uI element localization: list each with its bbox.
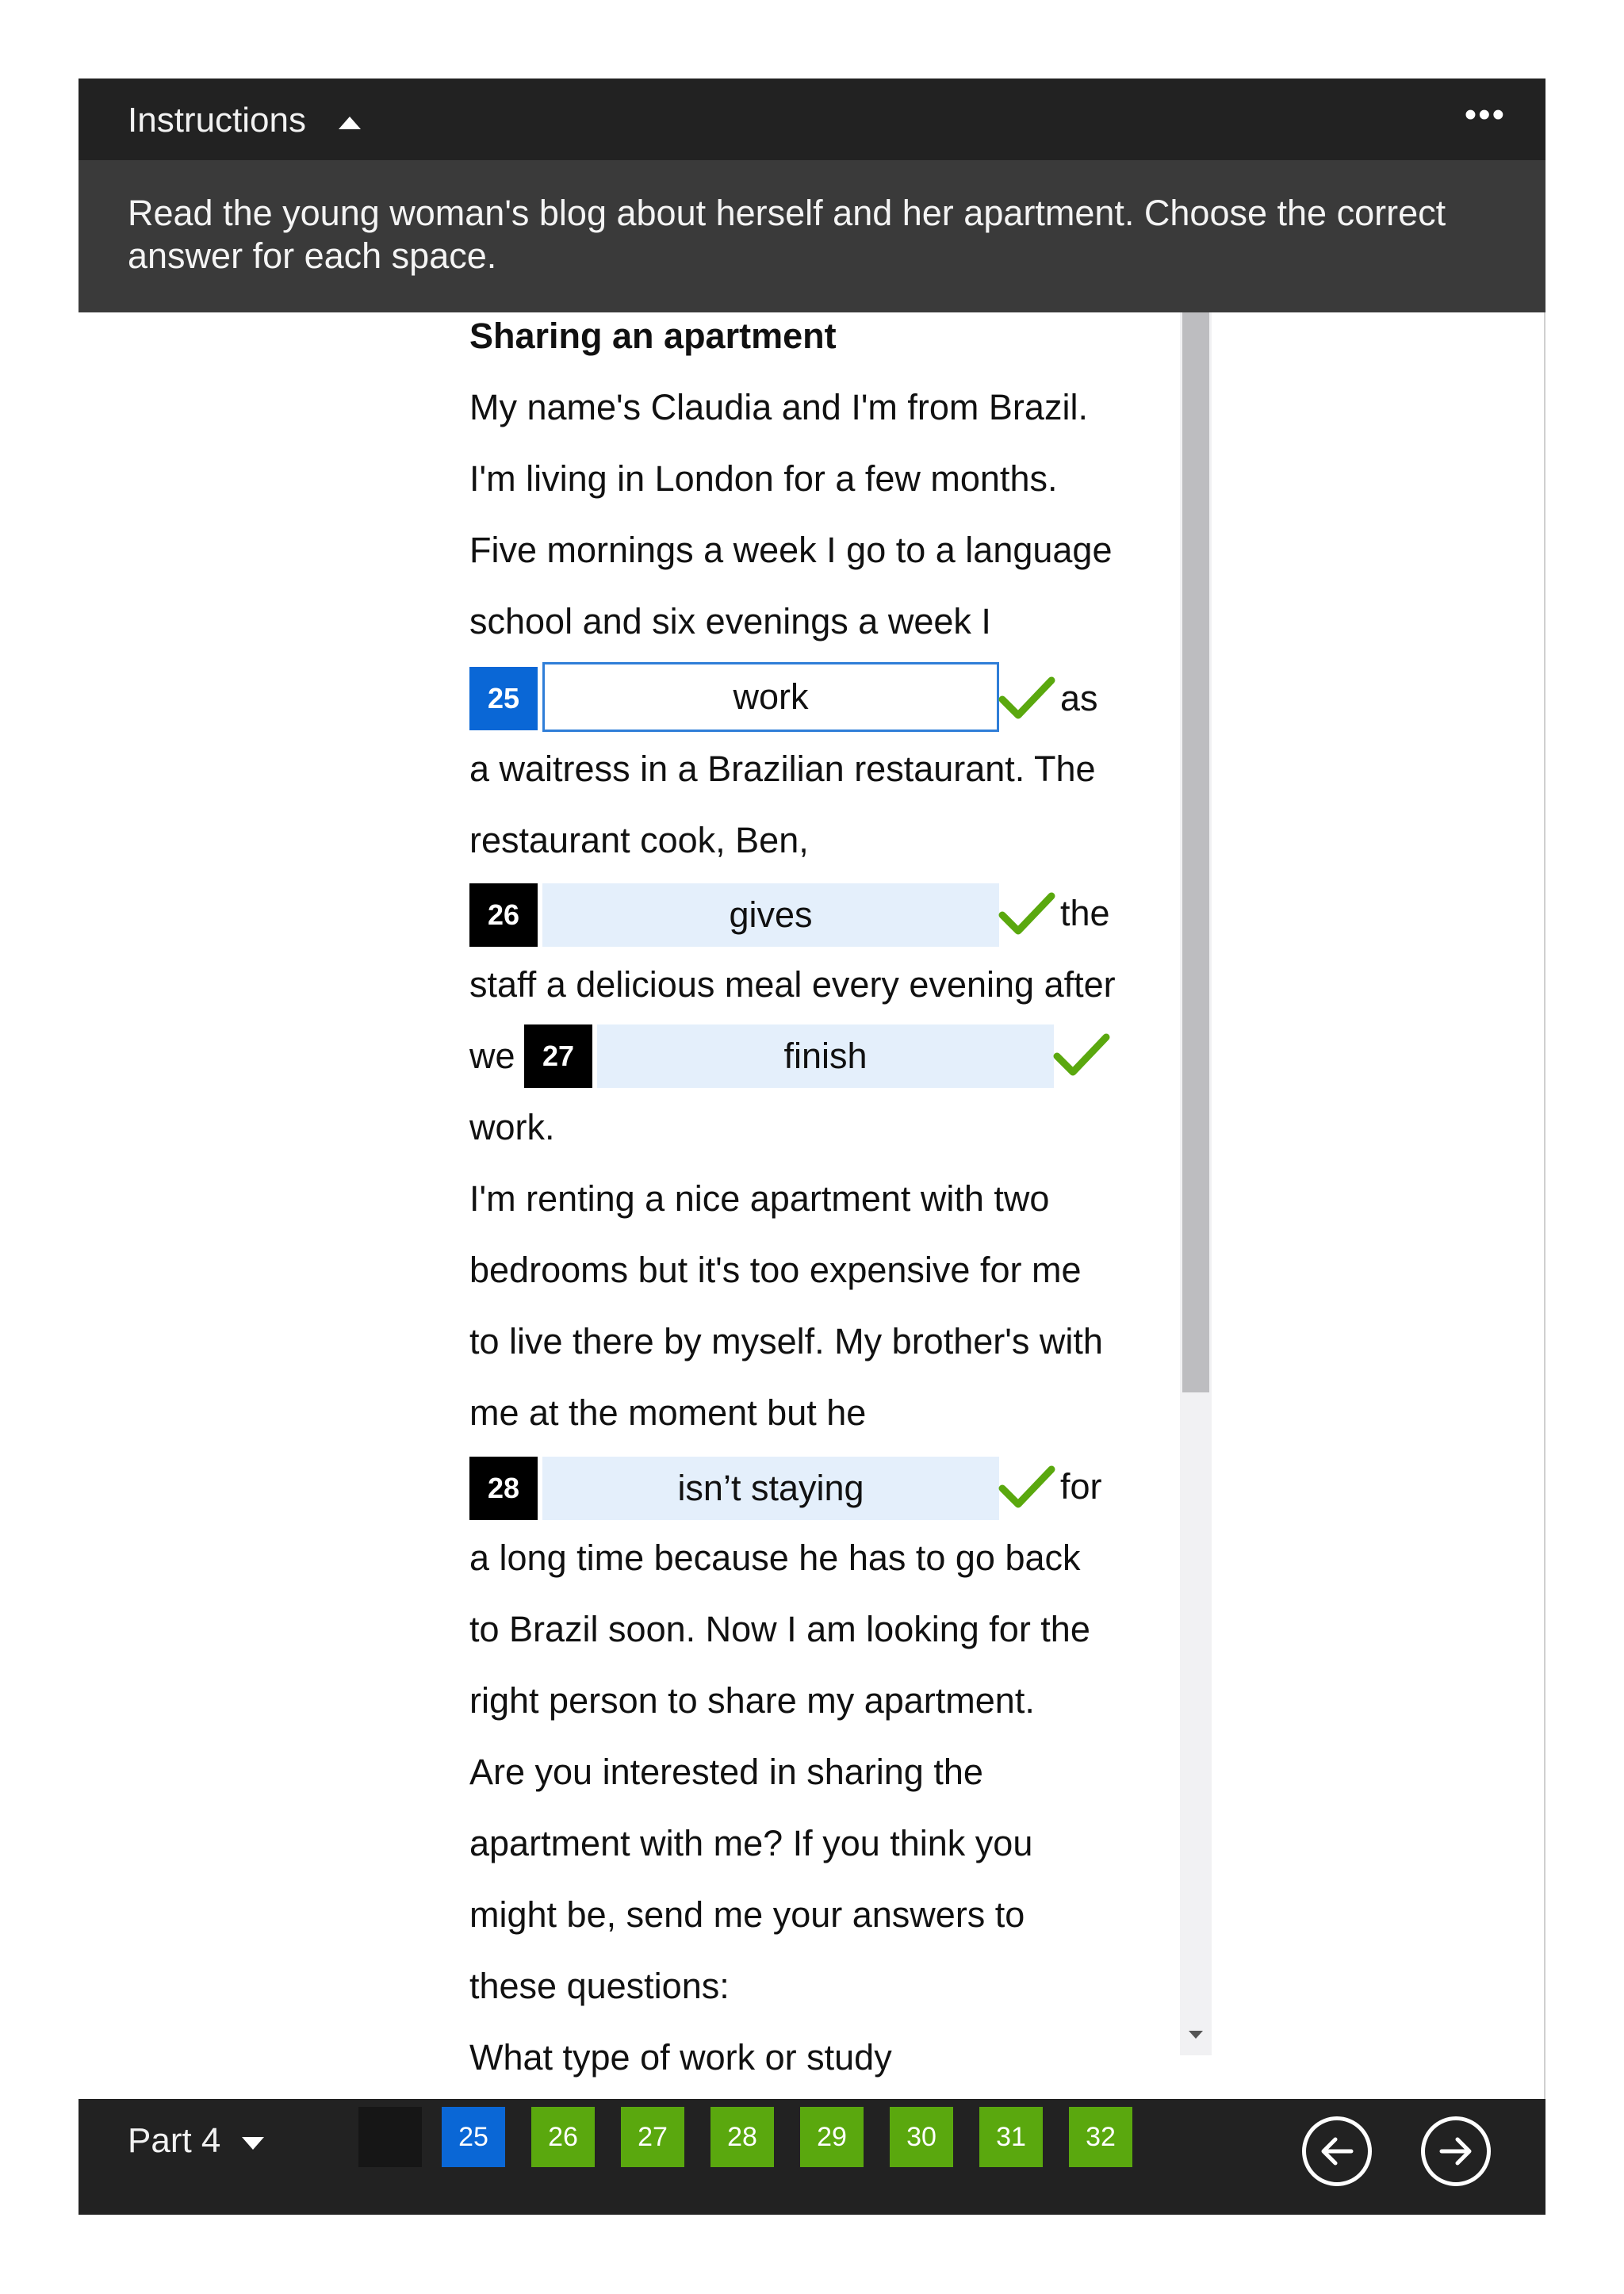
question-nav-25[interactable]: 25 [442,2107,505,2167]
passage-word: the [1060,893,1110,933]
scrollbar-thumb[interactable] [1182,312,1209,1392]
answer-field-26[interactable]: gives [542,883,999,947]
passage-line: a waitress in a Brazilian restaurant. The [469,749,1096,789]
passage-line: work. [469,1107,555,1147]
passage-line: right person to share my apartment. [469,1680,1035,1721]
scroll-down-icon[interactable] [1189,2031,1203,2039]
question-number-25: 25 [469,667,538,730]
arrow-right-circle-icon [1434,2129,1478,2173]
passage-line: to live there by myself. My brother's with [469,1321,1103,1361]
check-icon [999,891,1055,936]
part-selector[interactable]: Part 4 [128,2121,221,2160]
check-icon [999,1465,1055,1509]
passage-line: a long time because he has to go back [469,1538,1081,1578]
check-icon [999,676,1055,720]
passage-line: to Brazil soon. Now I am looking for the [469,1609,1090,1649]
passage-line: might be, send me your answers to [469,1894,1025,1935]
passage-line: me at the moment but he [469,1392,867,1433]
question-nav-blank [358,2107,422,2167]
question-number-27: 27 [524,1024,592,1088]
passage-line: school and six evenings a week I [469,601,991,641]
question-nav-31[interactable]: 31 [979,2107,1043,2167]
passage-title: Sharing an apartment [469,316,837,356]
caret-up-icon[interactable] [339,117,361,129]
instructions-title[interactable]: Instructions [128,101,306,140]
question-nav-28[interactable]: 28 [710,2107,774,2167]
next-button[interactable] [1421,2116,1491,2186]
instructions-bar[interactable] [79,79,1545,160]
passage-line: What type of work or study [469,2037,892,2078]
caret-down-icon[interactable] [242,2137,264,2150]
bottom-navigation [79,2099,1545,2215]
passage-line: apartment with me? If you think you [469,1823,1033,1863]
question-nav-30[interactable]: 30 [890,2107,953,2167]
passage-line: staff a delicious meal every evening after [469,964,1116,1005]
question-nav-27[interactable]: 27 [621,2107,684,2167]
answer-field-25[interactable]: work [542,662,999,732]
passage-word: for [1060,1466,1102,1507]
passage-line: Are you interested in sharing the [469,1752,983,1792]
more-options-icon[interactable]: ••• [1464,95,1506,134]
question-number-28: 28 [469,1457,538,1520]
answer-field-27[interactable]: finish [597,1024,1054,1088]
passage-line: bedrooms but it's too expensive for me [469,1250,1082,1290]
passage-word: as [1060,678,1098,718]
passage-line: these questions: [469,1966,730,2006]
question-nav-32[interactable]: 32 [1069,2107,1132,2167]
question-nav-26[interactable]: 26 [531,2107,595,2167]
passage-word: we [469,1036,515,1076]
passage-line: restaurant cook, Ben, [469,820,809,860]
arrow-left-circle-icon [1315,2129,1359,2173]
passage-line: Five mornings a week I go to a language [469,530,1113,570]
question-number-26: 26 [469,883,538,947]
passage-line: My name's Claudia and I'm from Brazil. [469,387,1088,427]
previous-button[interactable] [1302,2116,1372,2186]
answer-field-28[interactable]: isn’t staying [542,1457,999,1520]
instructions-text: Read the young woman's blog about herself and her apartment. Choose the correct answer for each space. [128,193,1446,276]
question-nav-29[interactable]: 29 [800,2107,864,2167]
instructions-panel [79,160,1545,312]
passage-line: I'm living in London for a few months. [469,458,1058,499]
passage-line: I'm renting a nice apartment with two [469,1178,1050,1219]
reading-passage [469,312,1183,2078]
check-icon [1054,1032,1109,1077]
